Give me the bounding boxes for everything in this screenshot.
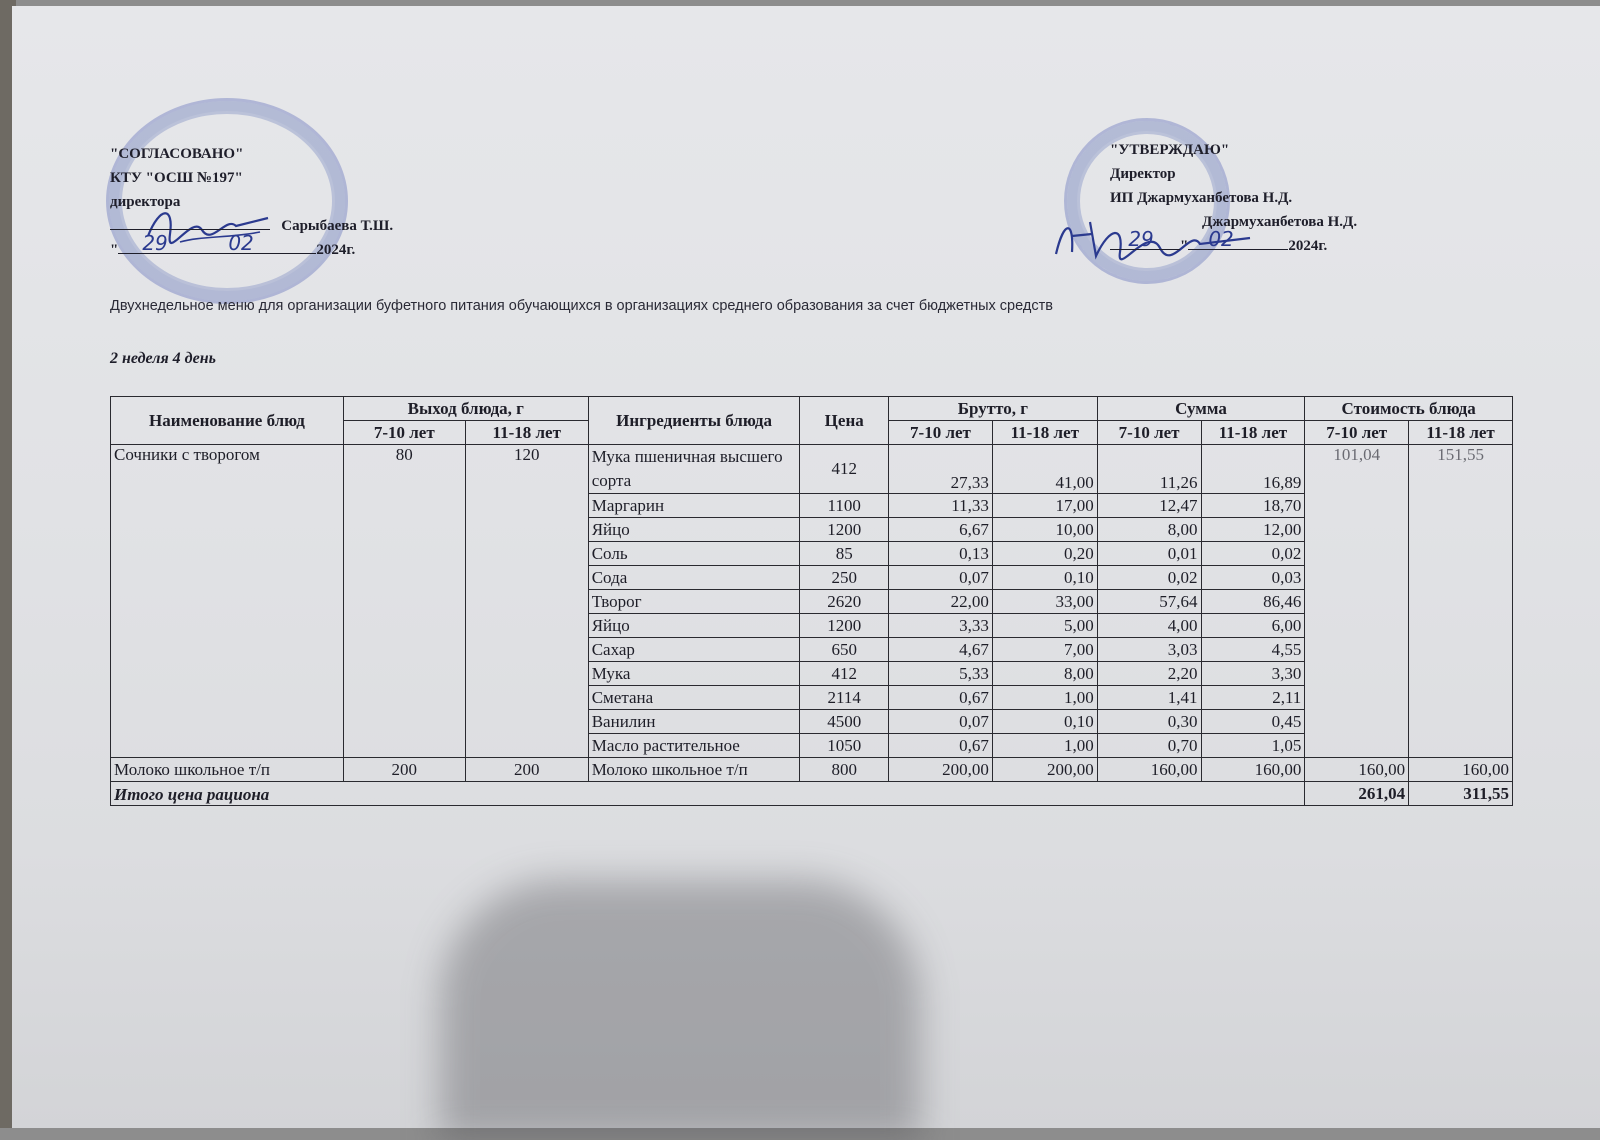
gross-11-18: 8,00 xyxy=(992,662,1097,686)
ingredient-name: Маргарин xyxy=(588,494,800,518)
ingredient-name: Мука пшеничная высшего сорта xyxy=(588,445,800,494)
gross-7-10: 0,07 xyxy=(889,710,993,734)
subheader-gross-11-18: 11-18 лет xyxy=(992,421,1097,445)
gross-7-10: 3,33 xyxy=(889,614,993,638)
approval-right-date xyxy=(1110,227,1357,258)
subheader-gross-7-10: 7-10 лет xyxy=(889,421,993,445)
ingredient-price: 800 xyxy=(800,758,889,782)
sum-7-10: 57,64 xyxy=(1097,590,1201,614)
dish-yield-7-10: 200 xyxy=(343,758,465,782)
date-month-handwritten: 02 xyxy=(228,231,254,255)
approval-right-org: ИП Джармуханбетова Н.Д. xyxy=(1110,190,1293,206)
approval-right-name: Джармуханбетова Н.Д. xyxy=(1202,214,1358,230)
gross-7-10: 0,67 xyxy=(889,734,993,758)
sum-7-10: 1,41 xyxy=(1097,686,1201,710)
sum-11-18: 4,55 xyxy=(1201,638,1305,662)
subheader-cost-7-10: 7-10 лет xyxy=(1305,421,1409,445)
gross-7-10: 4,67 xyxy=(889,638,993,662)
sum-11-18: 18,70 xyxy=(1201,494,1305,518)
subheader-cost-11-18: 11-18 лет xyxy=(1409,421,1513,445)
header-gross: Брутто, г xyxy=(889,397,1098,421)
ingredient-name: Молоко школьное т/п xyxy=(588,758,800,782)
ingredient-price: 85 xyxy=(800,542,889,566)
sum-7-10: 12,47 xyxy=(1097,494,1201,518)
sum-11-18: 86,46 xyxy=(1201,590,1305,614)
document-subtitle: 2 неделя 4 день xyxy=(110,350,216,367)
sum-7-10: 2,20 xyxy=(1097,662,1201,686)
ingredient-price: 2114 xyxy=(800,686,889,710)
ingredient-price: 412 xyxy=(800,445,889,494)
sum-7-10: 11,26 xyxy=(1097,445,1201,494)
ingredient-price: 412 xyxy=(800,662,889,686)
gross-11-18: 10,00 xyxy=(992,518,1097,542)
ingredient-name: Мука xyxy=(588,662,800,686)
sum-7-10: 4,00 xyxy=(1097,614,1201,638)
date-day-handwritten: 29 xyxy=(1128,227,1154,251)
gross-7-10: 200,00 xyxy=(889,758,993,782)
gross-11-18: 1,00 xyxy=(992,734,1097,758)
approval-left-heading: "СОГЛАСОВАНО" xyxy=(110,146,244,162)
sum-7-10: 160,00 xyxy=(1097,758,1201,782)
ingredient-name: Ванилин xyxy=(588,710,800,734)
gross-7-10: 0,13 xyxy=(889,542,993,566)
header-sum: Сумма xyxy=(1097,397,1305,421)
table-header-row xyxy=(111,397,1513,421)
sum-11-18: 0,03 xyxy=(1201,566,1305,590)
sum-11-18: 6,00 xyxy=(1201,614,1305,638)
approval-left-role: директора xyxy=(110,194,181,210)
ingredient-name: Творог xyxy=(588,590,800,614)
ingredient-price: 1200 xyxy=(800,518,889,542)
subheader-yield-11-18: 11-18 лет xyxy=(465,421,588,445)
approval-right-role: Директор xyxy=(1110,166,1176,182)
gross-11-18: 0,10 xyxy=(992,566,1097,590)
ingredient-name: Сахар xyxy=(588,638,800,662)
approval-left-name: Сарыбаева Т.Ш. xyxy=(281,218,394,234)
sum-11-18: 0,02 xyxy=(1201,542,1305,566)
date-underline xyxy=(118,231,316,255)
header-yield: Выход блюда, г xyxy=(343,397,588,421)
dish-name: Сочники с творогом xyxy=(111,445,344,758)
sum-11-18: 0,45 xyxy=(1201,710,1305,734)
ingredient-price: 2620 xyxy=(800,590,889,614)
gross-7-10: 6,67 xyxy=(889,518,993,542)
subheader-sum-11-18: 11-18 лет xyxy=(1201,421,1305,445)
ingredient-name: Яйцо xyxy=(588,614,800,638)
dish-cost-7-10: 160,00 xyxy=(1305,758,1409,782)
sum-7-10: 0,30 xyxy=(1097,710,1201,734)
dish-yield-11-18: 200 xyxy=(465,758,588,782)
gross-11-18: 200,00 xyxy=(992,758,1097,782)
dish-yield-11-18: 120 xyxy=(465,445,588,758)
total-7-10: 261,04 xyxy=(1305,782,1409,806)
ingredient-name: Сода xyxy=(588,566,800,590)
ingredient-price: 1100 xyxy=(800,494,889,518)
sum-11-18: 12,00 xyxy=(1201,518,1305,542)
total-label: Итого цена рациона xyxy=(111,782,1305,806)
gross-11-18: 0,10 xyxy=(992,710,1097,734)
approval-right-heading: "УТВЕРЖДАЮ" xyxy=(1110,142,1230,158)
ingredient-price: 4500 xyxy=(800,710,889,734)
ingredient-name: Сметана xyxy=(588,686,800,710)
sum-11-18: 160,00 xyxy=(1201,758,1305,782)
sum-7-10: 0,01 xyxy=(1097,542,1201,566)
gross-11-18: 1,00 xyxy=(992,686,1097,710)
date-underline xyxy=(1128,227,1288,251)
ingredient-price: 250 xyxy=(800,566,889,590)
gross-7-10: 11,33 xyxy=(889,494,993,518)
header-cost: Стоимость блюда xyxy=(1305,397,1513,421)
approval-left-org: КТУ "ОСШ №197" xyxy=(110,170,243,186)
menu-table xyxy=(110,396,1513,806)
date-year: 2024г. xyxy=(316,242,356,258)
gross-7-10: 5,33 xyxy=(889,662,993,686)
sum-11-18: 3,30 xyxy=(1201,662,1305,686)
sum-7-10: 3,03 xyxy=(1097,638,1201,662)
gross-7-10: 22,00 xyxy=(889,590,993,614)
document-title: Двухнедельное меню для организации буфетного питания обучающихся в организациях среднего образования за счет бюджетных средств xyxy=(110,298,1053,314)
subheader-yield-7-10: 7-10 лет xyxy=(343,421,465,445)
gross-11-18: 33,00 xyxy=(992,590,1097,614)
gross-11-18: 5,00 xyxy=(992,614,1097,638)
dish-name: Молоко школьное т/п xyxy=(111,758,344,782)
ingredient-price: 1200 xyxy=(800,614,889,638)
header-ingredients: Ингредиенты блюда xyxy=(588,397,800,445)
dish-cost-11-18: 151,55 xyxy=(1409,445,1513,758)
gross-7-10: 27,33 xyxy=(889,445,993,494)
gross-7-10: 0,67 xyxy=(889,686,993,710)
gross-7-10: 0,07 xyxy=(889,566,993,590)
date-day-handwritten: 29 xyxy=(142,231,168,255)
approval-left-date xyxy=(110,231,393,262)
sum-7-10: 0,70 xyxy=(1097,734,1201,758)
table-row xyxy=(111,445,1513,494)
header-price: Цена xyxy=(800,397,889,445)
subheader-sum-7-10: 7-10 лет xyxy=(1097,421,1201,445)
gross-11-18: 17,00 xyxy=(992,494,1097,518)
total-11-18: 311,55 xyxy=(1409,782,1513,806)
date-year: 2024г. xyxy=(1288,238,1328,254)
sum-11-18: 2,11 xyxy=(1201,686,1305,710)
photo-shadow xyxy=(440,880,920,1140)
date-quote: " xyxy=(1180,238,1189,254)
approval-left-block xyxy=(110,142,393,262)
sum-11-18: 16,89 xyxy=(1201,445,1305,494)
header-dish: Наименование блюд xyxy=(111,397,344,445)
date-quote: " xyxy=(110,242,119,258)
table-total-row xyxy=(111,782,1513,806)
dish-cost-11-18: 160,00 xyxy=(1409,758,1513,782)
ingredient-price: 650 xyxy=(800,638,889,662)
signature-underline xyxy=(110,215,270,230)
gross-11-18: 0,20 xyxy=(992,542,1097,566)
sum-11-18: 1,05 xyxy=(1201,734,1305,758)
sum-7-10: 0,02 xyxy=(1097,566,1201,590)
ingredient-name: Масло растительное xyxy=(588,734,800,758)
table-row xyxy=(111,758,1513,782)
date-month-handwritten: 02 xyxy=(1208,227,1234,251)
approval-right-block xyxy=(1110,138,1357,258)
sum-7-10: 8,00 xyxy=(1097,518,1201,542)
gross-11-18: 41,00 xyxy=(992,445,1097,494)
ingredient-name: Соль xyxy=(588,542,800,566)
gross-11-18: 7,00 xyxy=(992,638,1097,662)
ingredient-name: Яйцо xyxy=(588,518,800,542)
dish-cost-7-10: 101,04 xyxy=(1305,445,1409,758)
ingredient-price: 1050 xyxy=(800,734,889,758)
dish-yield-7-10: 80 xyxy=(343,445,465,758)
